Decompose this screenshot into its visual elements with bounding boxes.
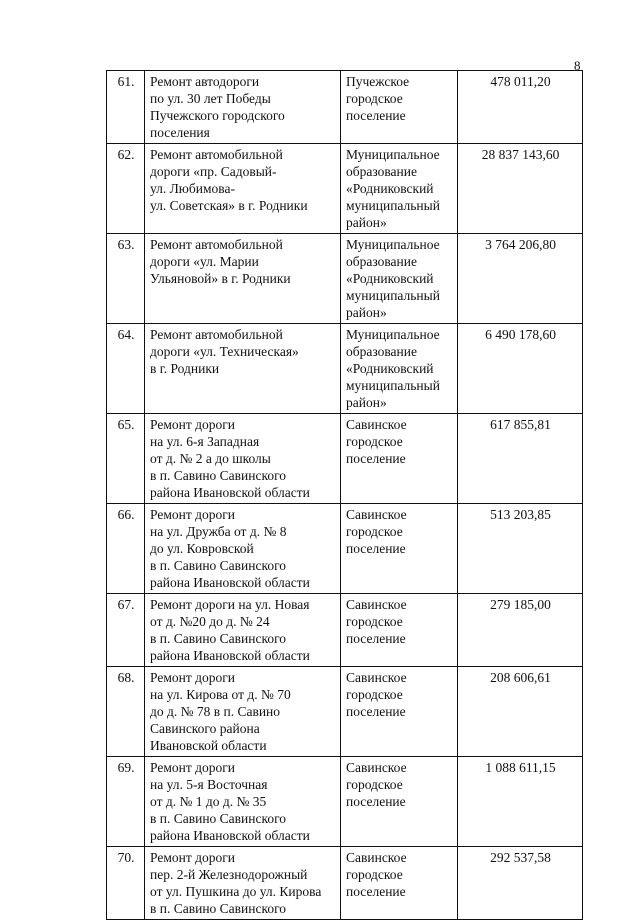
amount: 1 088 611,15 xyxy=(458,757,583,847)
row-number: 62. xyxy=(107,144,145,234)
road-repair-table xyxy=(106,70,583,920)
municipality-line: Савинское xyxy=(346,597,407,612)
description-line: Ремонт дороги xyxy=(150,760,235,775)
municipality-line: муниципальный xyxy=(346,198,440,213)
municipality xyxy=(341,667,458,757)
municipality-line: поселение xyxy=(346,108,406,123)
description-line: в п. Савино Савинского xyxy=(150,468,287,483)
municipality-line: Муниципальное xyxy=(346,327,440,342)
municipality xyxy=(341,757,458,847)
description-line: Ремонт дороги xyxy=(150,850,235,865)
row-number: 65. xyxy=(107,414,145,504)
municipality-line: Савинское xyxy=(346,507,407,522)
description-line: на ул. Дружба от д. № 8 xyxy=(150,524,287,539)
municipality-line: поселение xyxy=(346,451,406,466)
description-line: Ивановской области xyxy=(150,738,267,753)
municipality-line: Пучежское xyxy=(346,74,410,89)
amount: 478 011,20 xyxy=(458,71,583,144)
work-description xyxy=(145,234,341,324)
description-line: Ремонт дороги xyxy=(150,417,235,432)
municipality-line: образование xyxy=(346,344,417,359)
work-description xyxy=(145,71,341,144)
municipality-line: «Родниковский xyxy=(346,181,434,196)
amount: 513 203,85 xyxy=(458,504,583,594)
municipality-line: район» xyxy=(346,395,387,410)
municipality xyxy=(341,504,458,594)
municipality-line: «Родниковский xyxy=(346,361,434,376)
description-line: района Ивановской области xyxy=(150,575,310,590)
description-line: дороги «ул. Марии xyxy=(150,254,259,269)
municipality-line: Савинское xyxy=(346,417,407,432)
row-number: 70. xyxy=(107,847,145,920)
work-description xyxy=(145,847,341,920)
table-row xyxy=(107,71,583,144)
amount: 292 537,58 xyxy=(458,847,583,920)
municipality-line: Савинское xyxy=(346,760,407,775)
municipality xyxy=(341,594,458,667)
description-line: пер. 2-й Железнодорожный xyxy=(150,867,308,882)
amount: 208 606,61 xyxy=(458,667,583,757)
description-line: ул. Советская» в г. Родники xyxy=(150,198,308,213)
municipality-line: образование xyxy=(346,164,417,179)
description-line: от д. № 2 а до школы xyxy=(150,451,271,466)
municipality-line: поселение xyxy=(346,884,406,899)
description-line: от д. №20 до д. № 24 xyxy=(150,614,270,629)
municipality-line: поселение xyxy=(346,631,406,646)
table-row xyxy=(107,667,583,757)
description-line: района Ивановской области xyxy=(150,828,310,843)
description-line: района Ивановской области xyxy=(150,485,310,500)
description-line: от д. № 1 до д. № 35 xyxy=(150,794,267,809)
amount: 6 490 178,60 xyxy=(458,324,583,414)
municipality-line: городское xyxy=(346,524,403,539)
work-description xyxy=(145,414,341,504)
table-row xyxy=(107,757,583,847)
table-body xyxy=(107,71,583,920)
municipality-line: городское xyxy=(346,614,403,629)
table-row xyxy=(107,324,583,414)
row-number: 69. xyxy=(107,757,145,847)
municipality xyxy=(341,71,458,144)
description-line: Пучежского городского xyxy=(150,108,285,123)
municipality-line: образование xyxy=(346,254,417,269)
table-row xyxy=(107,234,583,324)
description-line: дороги «пр. Садовый- xyxy=(150,164,277,179)
municipality-line: Савинское xyxy=(346,850,407,865)
municipality xyxy=(341,324,458,414)
municipality-line: район» xyxy=(346,305,387,320)
row-number: 66. xyxy=(107,504,145,594)
municipality-line: городское xyxy=(346,687,403,702)
row-number: 68. xyxy=(107,667,145,757)
row-number: 61. xyxy=(107,71,145,144)
table-row xyxy=(107,414,583,504)
municipality-line: поселение xyxy=(346,704,406,719)
description-line: в г. Родники xyxy=(150,361,220,376)
page-number: 8 xyxy=(574,58,581,73)
municipality-line: район» xyxy=(346,215,387,230)
description-line: Ульяновой» в г. Родники xyxy=(150,271,291,286)
description-line: Ремонт дороги на ул. Новая xyxy=(150,597,310,612)
municipality-line: поселение xyxy=(346,541,406,556)
municipality-line: поселение xyxy=(346,794,406,809)
work-description xyxy=(145,757,341,847)
description-line: в п. Савино Савинского xyxy=(150,901,287,916)
description-line: по ул. 30 лет Победы xyxy=(150,91,271,106)
description-line: до ул. Ковровской xyxy=(150,541,254,556)
description-line: ул. Любимова- xyxy=(150,181,235,196)
work-description xyxy=(145,504,341,594)
description-line: Ремонт автомобильной xyxy=(150,327,283,342)
work-description xyxy=(145,594,341,667)
description-line: в п. Савино Савинского xyxy=(150,631,287,646)
municipality-line: городское xyxy=(346,434,403,449)
description-line: до д. № 78 в п. Савино xyxy=(150,704,281,719)
description-line: района Ивановской области xyxy=(150,648,310,663)
description-line: Ремонт дороги xyxy=(150,507,235,522)
municipality-line: муниципальный xyxy=(346,288,440,303)
municipality xyxy=(341,414,458,504)
municipality-line: «Родниковский xyxy=(346,271,434,286)
row-number: 67. xyxy=(107,594,145,667)
description-line: от ул. Пушкина до ул. Кирова xyxy=(150,884,322,899)
municipality-line: Савинское xyxy=(346,670,407,685)
description-line: Ремонт автомобильной xyxy=(150,147,283,162)
table-row xyxy=(107,594,583,667)
work-description xyxy=(145,144,341,234)
description-line: дороги «ул. Техническая» xyxy=(150,344,299,359)
municipality-line: Муниципальное xyxy=(346,237,440,252)
municipality-line: городское xyxy=(346,91,403,106)
description-line: Ремонт автомобильной xyxy=(150,237,283,252)
description-line: на ул. 6-я Западная xyxy=(150,434,260,449)
description-line: в п. Савино Савинского xyxy=(150,811,287,826)
municipality xyxy=(341,234,458,324)
municipality-line: муниципальный xyxy=(346,378,440,393)
row-number: 64. xyxy=(107,324,145,414)
municipality-line: Муниципальное xyxy=(346,147,440,162)
amount: 28 837 143,60 xyxy=(458,144,583,234)
amount: 279 185,00 xyxy=(458,594,583,667)
work-description xyxy=(145,667,341,757)
description-line: Ремонт автодороги xyxy=(150,74,260,89)
table-row xyxy=(107,847,583,920)
municipality xyxy=(341,847,458,920)
municipality-line: городское xyxy=(346,777,403,792)
municipality-line: городское xyxy=(346,867,403,882)
table-row xyxy=(107,144,583,234)
description-line: на ул. Кирова от д. № 70 xyxy=(150,687,291,702)
description-line: Савинского района xyxy=(150,721,260,736)
work-description xyxy=(145,324,341,414)
description-line: Ремонт дороги xyxy=(150,670,235,685)
description-line: в п. Савино Савинского xyxy=(150,558,287,573)
amount: 617 855,81 xyxy=(458,414,583,504)
description-line: на ул. 5-я Восточная xyxy=(150,777,268,792)
municipality xyxy=(341,144,458,234)
description-line: поселения xyxy=(150,125,210,140)
row-number: 63. xyxy=(107,234,145,324)
table-row xyxy=(107,504,583,594)
amount: 3 764 206,80 xyxy=(458,234,583,324)
